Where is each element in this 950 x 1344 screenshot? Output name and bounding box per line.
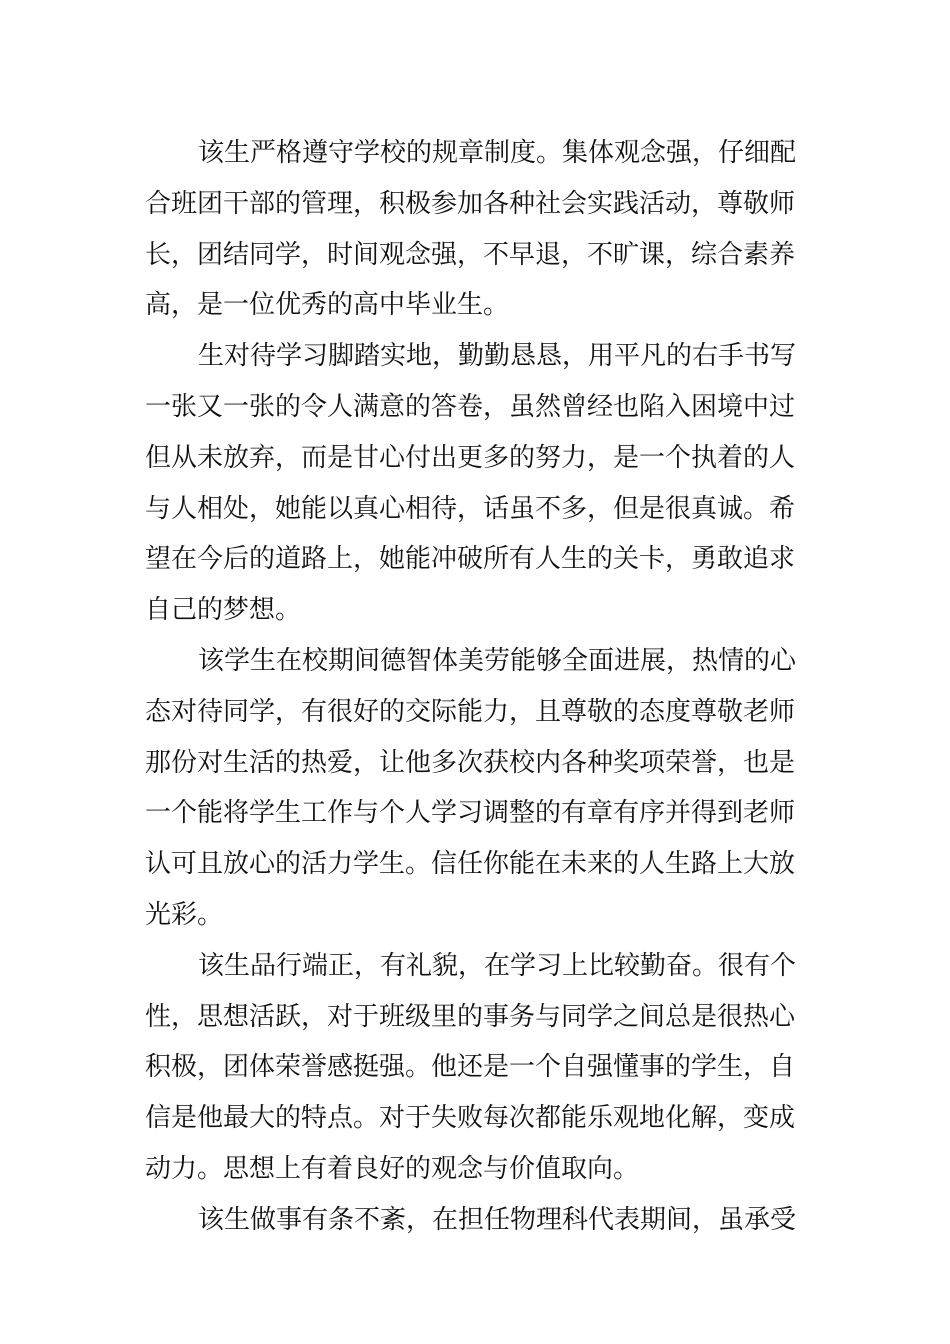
text-line: 光彩。 bbox=[145, 899, 224, 930]
text-line: 该生做事有条不紊，在担任物理科代表期间，虽承受 bbox=[198, 1204, 797, 1235]
text-line: 高，是一位优秀的高中毕业生。 bbox=[145, 290, 510, 321]
text-line: 态对待同学，有很好的交际能力，且尊敬的态度尊敬老师 bbox=[145, 696, 796, 727]
text-line: 合班团干部的管理，积极参加各种社会实践活动，尊敬师 bbox=[145, 188, 796, 219]
text-line: 积极，团体荣誉感挺强。他还是一个自强懂事的学生，自 bbox=[145, 1052, 796, 1083]
text-line: 性，思想活跃，对于班级里的事务与同学之间总是很热心 bbox=[145, 1001, 796, 1032]
text-line: 一张又一张的令人满意的答卷，虽然曾经也陷入困境中过 bbox=[145, 391, 796, 422]
text-line: 一个能将学生工作与个人学习调整的有章有序并得到老师 bbox=[145, 798, 796, 829]
text-line: 该生严格遵守学校的规章制度。集体观念强，仔细配 bbox=[198, 138, 797, 168]
text-line: 与人相处，她能以真心相待，话虽不多，但是很真诚。希 bbox=[145, 493, 796, 524]
text-line: 长，团结同学，时间观念强，不早退，不旷课，综合素养 bbox=[145, 239, 796, 270]
text-line: 信是他最大的特点。对于失败每次都能乐观地化解，变成 bbox=[145, 1103, 796, 1134]
text-line: 动力。思想上有着良好的观念与价值取向。 bbox=[145, 1153, 640, 1184]
text-line: 生对待学习脚踏实地，勤勤恳恳，用平凡的右手书写 bbox=[198, 341, 797, 372]
text-line: 该生品行端正，有礼貌，在学习上比较勤奋。很有个 bbox=[198, 950, 797, 981]
text-line: 那份对生活的热爱，让他多次获校内各种奖项荣誉，也是 bbox=[145, 747, 796, 778]
text-line: 但从未放弃，而是甘心付出更多的努力，是一个执着的人 bbox=[145, 442, 796, 473]
text-line: 望在今后的道路上，她能冲破所有人生的关卡，勇敢追求 bbox=[145, 544, 796, 575]
text-line: 认可且放心的活力学生。信任你能在未来的人生路上大放 bbox=[145, 849, 796, 880]
body-text bbox=[145, 128, 807, 1246]
text-line: 该学生在校期间德智体美劳能够全面进展，热情的心 bbox=[198, 645, 797, 676]
text-line: 自己的梦想。 bbox=[145, 595, 302, 626]
